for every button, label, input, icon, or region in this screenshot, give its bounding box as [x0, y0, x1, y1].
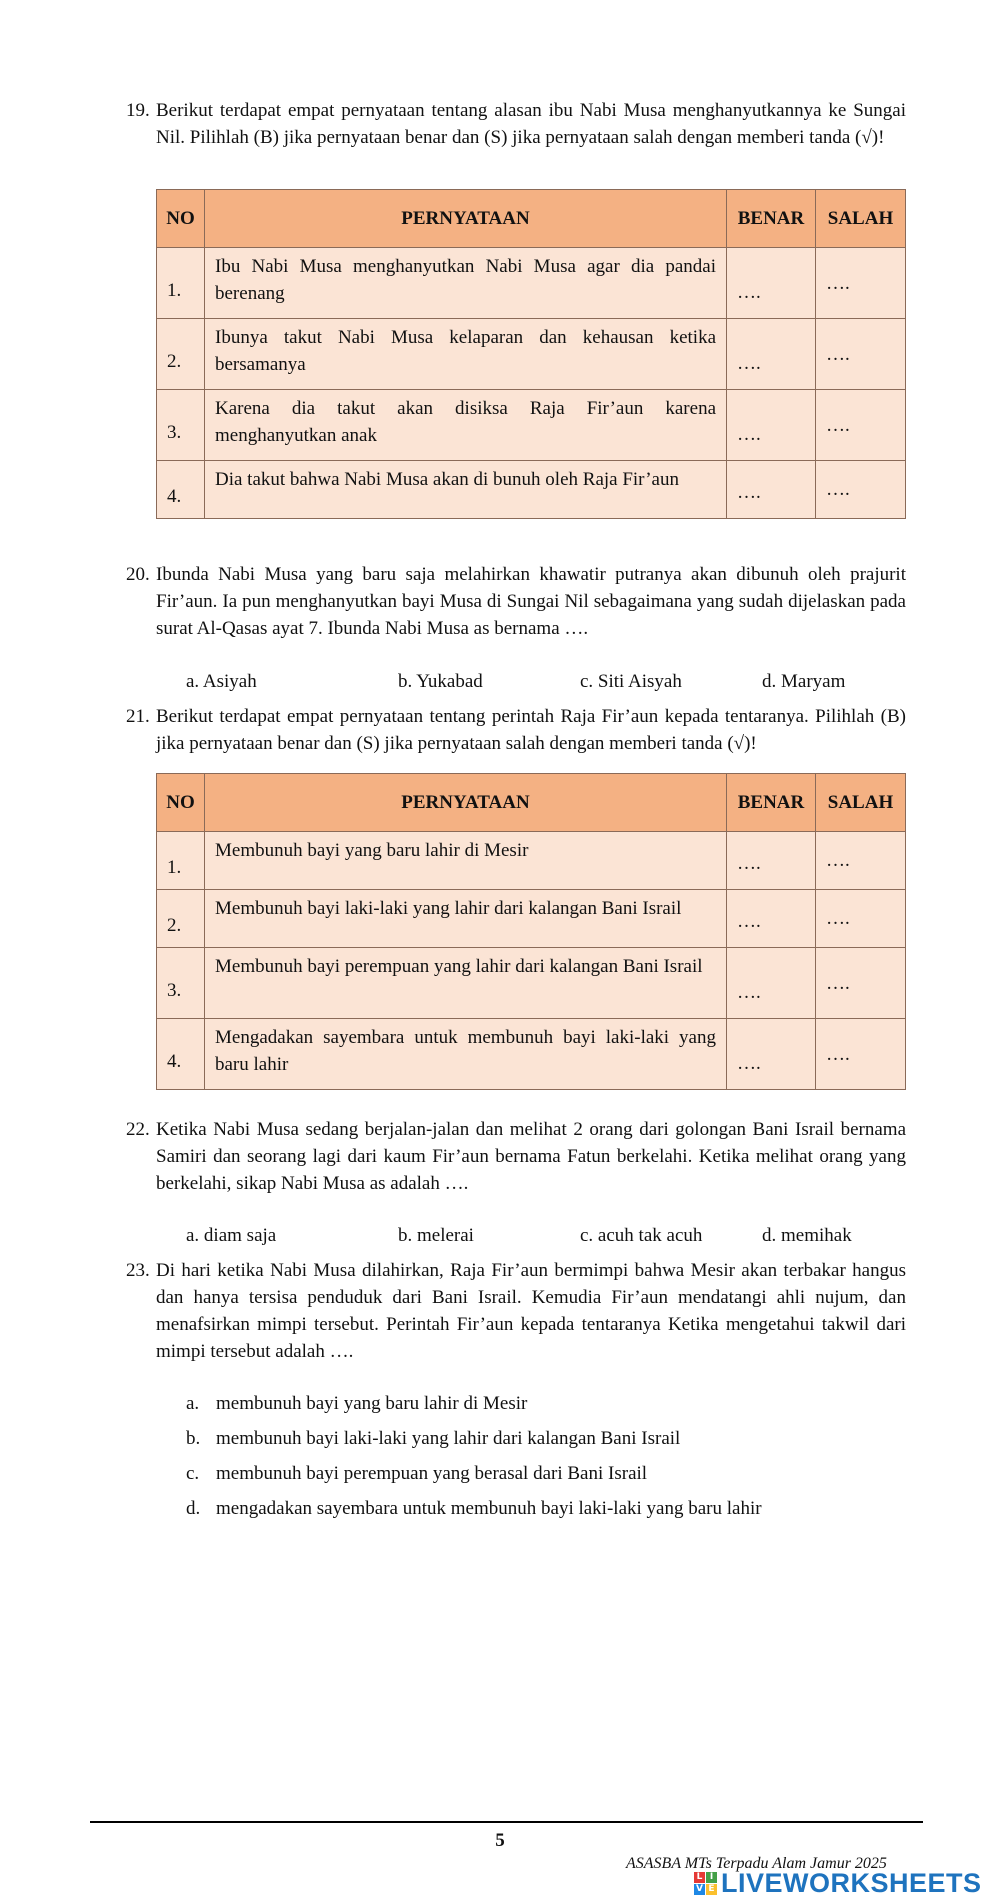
true-answer-blank[interactable]: ….: [727, 248, 816, 319]
logo-mark-letter: L: [694, 1872, 705, 1883]
option-letter: a.: [186, 1393, 200, 1414]
logo-mark-letter: I: [706, 1872, 717, 1883]
question-text: Di hari ketika Nabi Musa dilahirkan, Raja Fir’aun bermimpi bahwa Mesir akan terbakar hangus dan hanya tersisa penduduk dari Bani Israil. Kemudia Fir’aun mendatangi ahli nujum, dan menafsirkan mimpi tersebut. Perintah Fir’aun kepada tentaranya Ketika mengetahui takwil dari mimpi tersebut adalah ….: [156, 1260, 906, 1362]
row-number: 4.: [157, 461, 205, 519]
table-row: [157, 948, 906, 1019]
option-b[interactable]: b. melerai: [398, 1225, 474, 1246]
false-answer-blank[interactable]: ….: [816, 248, 906, 319]
false-answer-blank[interactable]: ….: [816, 390, 906, 461]
option-text: membunuh bayi laki-laki yang lahir dari kalangan Bani Israil: [216, 1428, 681, 1449]
option-d[interactable]: d. memihak: [762, 1225, 852, 1246]
row-number: 3.: [157, 390, 205, 461]
true-answer-blank[interactable]: ….: [727, 319, 816, 390]
row-statement: Dia takut bahwa Nabi Musa akan di bunuh oleh Raja Fir’aun: [205, 461, 727, 519]
false-answer-blank[interactable]: ….: [816, 319, 906, 390]
row-number: 2.: [157, 319, 205, 390]
true-false-table-19: [156, 189, 906, 519]
option-letter: d.: [186, 1498, 201, 1519]
option-a[interactable]: [186, 1390, 886, 1425]
question-text: Berikut terdapat empat pernyataan tentang alasan ibu Nabi Musa menghanyutkannya ke Sungai Nil. Pilihlah (B) jika pernyataan benar dan (S) jika pernyataan salah dengan memberi tanda (√)!: [156, 100, 906, 148]
true-answer-blank[interactable]: ….: [727, 1019, 816, 1090]
true-answer-blank[interactable]: ….: [727, 948, 816, 1019]
option-b[interactable]: b. Yukabad: [398, 671, 483, 692]
question-number: 23.: [126, 1260, 150, 1281]
option-a[interactable]: a. Asiyah: [186, 671, 257, 692]
row-number: 1.: [157, 832, 205, 890]
row-statement: Membunuh bayi laki-laki yang lahir dari kalangan Bani Israil: [205, 890, 727, 948]
row-statement: Membunuh bayi perempuan yang lahir dari kalangan Bani Israil: [205, 948, 727, 1019]
question-text: Berikut terdapat empat pernyataan tentang perintah Raja Fir’aun kepada tentaranya. Pilihlah (B) jika pernyataan benar dan (S) jika pernyataan salah dengan memberi tanda (√)!: [156, 706, 906, 754]
row-statement: Ibu Nabi Musa menghanyutkan Nabi Musa agar dia pandai berenang: [205, 248, 727, 319]
question-number: 20.: [126, 564, 150, 585]
row-number: 2.: [157, 890, 205, 948]
row-statement: Ibunya takut Nabi Musa kelaparan dan kehausan ketika bersamanya: [205, 319, 727, 390]
table-row: [157, 319, 906, 390]
question-text: Ketika Nabi Musa sedang berjalan-jalan dan melihat 2 orang dari golongan Bani Israil bernama Samiri dan seorang lagi dari kaum Fir’aun bernama Fatun berkelahi. Ketika melihat orang yang berkelahi, sikap Nabi Musa as adalah ….: [156, 1119, 906, 1194]
liveworksheets-logo[interactable]: [694, 1869, 982, 1897]
row-number: 4.: [157, 1019, 205, 1090]
logo-mark-letter: E: [706, 1884, 717, 1895]
option-c[interactable]: c. Siti Aisyah: [580, 671, 682, 692]
header-statement: PERNYATAAN: [205, 190, 727, 248]
true-answer-blank[interactable]: ….: [727, 390, 816, 461]
row-statement: Membunuh bayi yang baru lahir di Mesir: [205, 832, 727, 890]
header-no: NO: [157, 190, 205, 248]
question-21: [126, 703, 906, 757]
false-answer-blank[interactable]: ….: [816, 461, 906, 519]
header-false: SALAH: [816, 774, 906, 832]
true-answer-blank[interactable]: ….: [727, 890, 816, 948]
option-d[interactable]: d. Maryam: [762, 671, 846, 692]
header-statement: PERNYATAAN: [205, 774, 727, 832]
table-row: [157, 390, 906, 461]
false-answer-blank[interactable]: ….: [816, 832, 906, 890]
row-number: 3.: [157, 948, 205, 1019]
table-row: [157, 890, 906, 948]
header-true: BENAR: [727, 190, 816, 248]
header-true: BENAR: [727, 774, 816, 832]
option-text: membunuh bayi yang baru lahir di Mesir: [216, 1393, 528, 1414]
false-answer-blank[interactable]: ….: [816, 1019, 906, 1090]
option-a[interactable]: a. diam saja: [186, 1225, 277, 1246]
header-no: NO: [157, 774, 205, 832]
question-22: [126, 1116, 906, 1197]
question-19: [126, 97, 906, 151]
page-number: 5: [495, 1830, 505, 1851]
false-answer-blank[interactable]: ….: [816, 890, 906, 948]
option-c[interactable]: c. acuh tak acuh: [580, 1225, 703, 1246]
option-text: membunuh bayi perempuan yang berasal dari Bani Israil: [216, 1463, 648, 1484]
option-b[interactable]: [186, 1425, 886, 1460]
true-false-table-21: [156, 773, 906, 1090]
row-number: 1.: [157, 248, 205, 319]
table-row: [157, 461, 906, 519]
option-letter: b.: [186, 1428, 201, 1449]
table-row: [157, 832, 906, 890]
option-d[interactable]: [186, 1495, 886, 1530]
row-statement: Karena dia takut akan disiksa Raja Fir’aun karena menghanyutkan anak: [205, 390, 727, 461]
header-false: SALAH: [816, 190, 906, 248]
question-number: 22.: [126, 1119, 150, 1140]
true-answer-blank[interactable]: ….: [727, 461, 816, 519]
option-c[interactable]: [186, 1460, 886, 1495]
option-letter: c.: [186, 1463, 200, 1484]
logo-mark-letter: V: [694, 1884, 705, 1895]
row-statement: Mengadakan sayembara untuk membunuh bayi laki-laki yang baru lahir: [205, 1019, 727, 1090]
option-text: mengadakan sayembara untuk membunuh bayi laki-laki yang baru lahir: [216, 1498, 762, 1519]
question-text: Ibunda Nabi Musa yang baru saja melahirkan khawatir putranya akan dibunuh oleh prajurit Fir’aun. Ia pun menghanyutkan bayi Musa di Sungai Nil sebagaimana yang sudah dijelaskan pada surat Al-Qasas ayat 7. Ibunda Nabi Musa as bernama ….: [156, 564, 906, 639]
table-row: [157, 1019, 906, 1090]
question-number: 19.: [126, 100, 150, 121]
true-answer-blank[interactable]: ….: [727, 832, 816, 890]
footer-divider: [90, 1821, 923, 1823]
options-23: [186, 1390, 886, 1530]
liveworksheets-logo-icon: [694, 1872, 717, 1895]
liveworksheets-wordmark: LIVEWORKSHEETS: [721, 1867, 982, 1898]
question-20: [126, 561, 906, 642]
footer-note: ASASBA MTs Terpadu Alam Jamur 2025: [626, 1855, 887, 1872]
false-answer-blank[interactable]: ….: [816, 948, 906, 1019]
table-row: [157, 248, 906, 319]
question-number: 21.: [126, 706, 150, 727]
question-23: [126, 1257, 906, 1365]
